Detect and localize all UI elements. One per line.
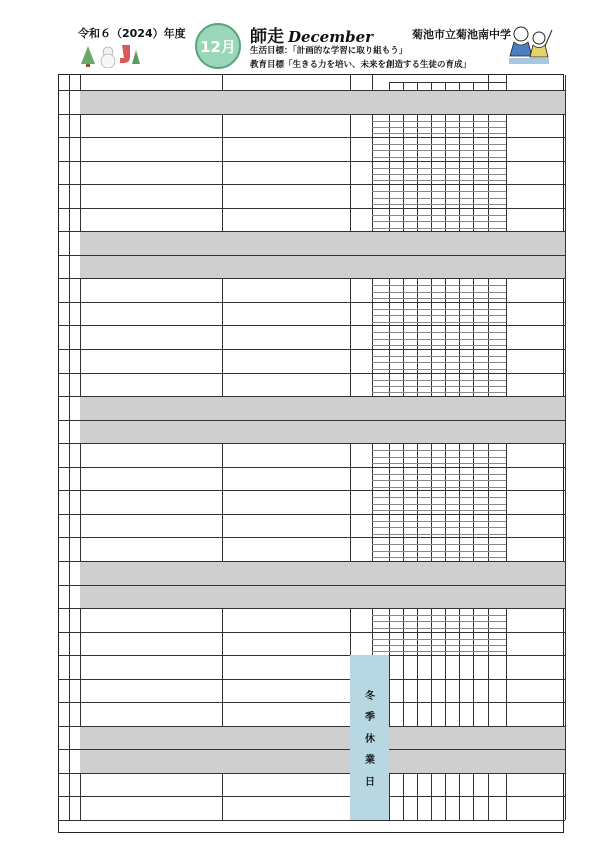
title-japanese: 師走 (250, 27, 284, 47)
column-divider (431, 82, 432, 820)
row-divider (59, 514, 565, 515)
column-divider (417, 82, 418, 820)
row-divider (59, 161, 565, 162)
row-divider (59, 796, 565, 797)
footer-top (59, 820, 565, 821)
row-divider (59, 773, 565, 774)
column-divider (488, 75, 489, 820)
row-shade (80, 586, 565, 609)
row-divider (59, 278, 565, 279)
fiscal-year: 令和６（2024）年度 (78, 27, 186, 40)
winter-break-char: 季 (365, 712, 375, 724)
row-shade (80, 232, 565, 255)
column-divider (445, 82, 446, 820)
row-divider (59, 114, 565, 115)
row-divider (59, 537, 565, 538)
christmas-decoration-icon (78, 42, 140, 68)
row-divider (59, 137, 565, 138)
column-divider (473, 82, 474, 820)
row-divider (59, 184, 565, 185)
school-name: 菊池市立菊池南中学 (412, 28, 511, 41)
row-shade (80, 750, 565, 773)
education-goal: 教育目標「生きる力を培い、未来を創造する生徒の育成」 (250, 60, 472, 70)
month-badge: 12月 (195, 23, 241, 69)
row-divider (59, 443, 565, 444)
students-illustration-icon (505, 22, 553, 68)
row-divider (59, 373, 565, 374)
row-divider (59, 608, 565, 609)
column-divider (80, 75, 81, 820)
column-divider (565, 75, 566, 820)
row-divider (59, 208, 565, 209)
row-shade (80, 562, 565, 585)
row-shade (80, 91, 565, 114)
row-divider (59, 302, 565, 303)
row-divider (59, 702, 565, 703)
page-header (0, 0, 600, 72)
row-shade (80, 397, 565, 420)
title-english: December (288, 28, 374, 46)
row-divider (59, 490, 565, 491)
winter-break-char: 日 (365, 776, 375, 788)
winter-break-char: 業 (365, 755, 375, 767)
row-divider (59, 349, 565, 350)
row-divider (59, 467, 565, 468)
winter-break-char: 冬 (365, 690, 375, 702)
column-divider (459, 82, 460, 820)
header-divider (389, 82, 506, 83)
row-divider (59, 325, 565, 326)
column-divider (506, 75, 507, 820)
life-goal: 生活目標：「計画的な学習に取り組もう」 (250, 46, 408, 56)
column-divider (403, 82, 404, 820)
winter-break-char: 休 (365, 733, 375, 745)
winter-break-band (350, 655, 389, 820)
row-shade (80, 256, 565, 279)
column-divider (222, 75, 223, 820)
calendar-table (58, 74, 564, 833)
row-divider (59, 632, 565, 633)
row-divider (59, 655, 565, 656)
row-divider (59, 679, 565, 680)
row-shade (80, 727, 565, 750)
column-divider (69, 75, 70, 820)
row-shade (80, 421, 565, 444)
